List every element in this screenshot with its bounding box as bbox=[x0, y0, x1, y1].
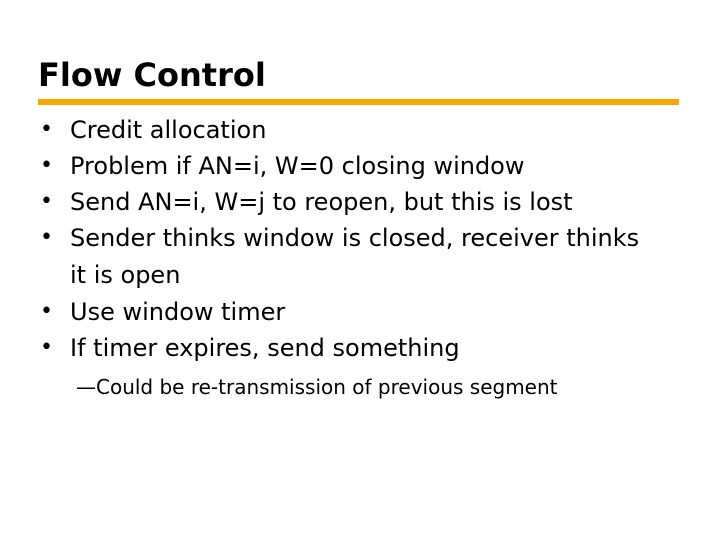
bullet-text: Problem if AN=i, W=0 closing window bbox=[70, 152, 525, 180]
bullet-text: Sender thinks window is closed, receiver thinks it is open bbox=[70, 224, 640, 289]
bullet-text: Credit allocation bbox=[70, 116, 267, 144]
bullet-dot-icon: • bbox=[40, 153, 53, 178]
title-underline bbox=[38, 99, 679, 105]
bullet-dot-icon: • bbox=[40, 225, 53, 250]
bullet-item bbox=[40, 184, 680, 220]
bullet-item bbox=[40, 220, 680, 294]
bullet-text: Send AN=i, W=j to reopen, but this is lost bbox=[70, 188, 573, 216]
bullet-dot-icon: • bbox=[40, 189, 53, 214]
bullet-text: If timer expires, send something bbox=[70, 334, 460, 362]
bullet-item bbox=[40, 112, 680, 148]
sub-bullet-item bbox=[40, 366, 680, 408]
bullet-dot-icon: • bbox=[40, 299, 53, 324]
bullet-item bbox=[40, 294, 680, 330]
bullet-dot-icon: • bbox=[40, 117, 53, 142]
bullet-dot-icon: • bbox=[40, 335, 53, 360]
bullet-list bbox=[40, 112, 680, 408]
bullet-text: Use window timer bbox=[70, 298, 286, 326]
bullet-item bbox=[40, 148, 680, 184]
slide-title: Flow Control bbox=[38, 56, 266, 94]
sub-bullet-text: Could be re-transmission of previous segment bbox=[96, 375, 558, 399]
bullet-item bbox=[40, 330, 680, 366]
em-dash-icon: — bbox=[76, 375, 96, 399]
